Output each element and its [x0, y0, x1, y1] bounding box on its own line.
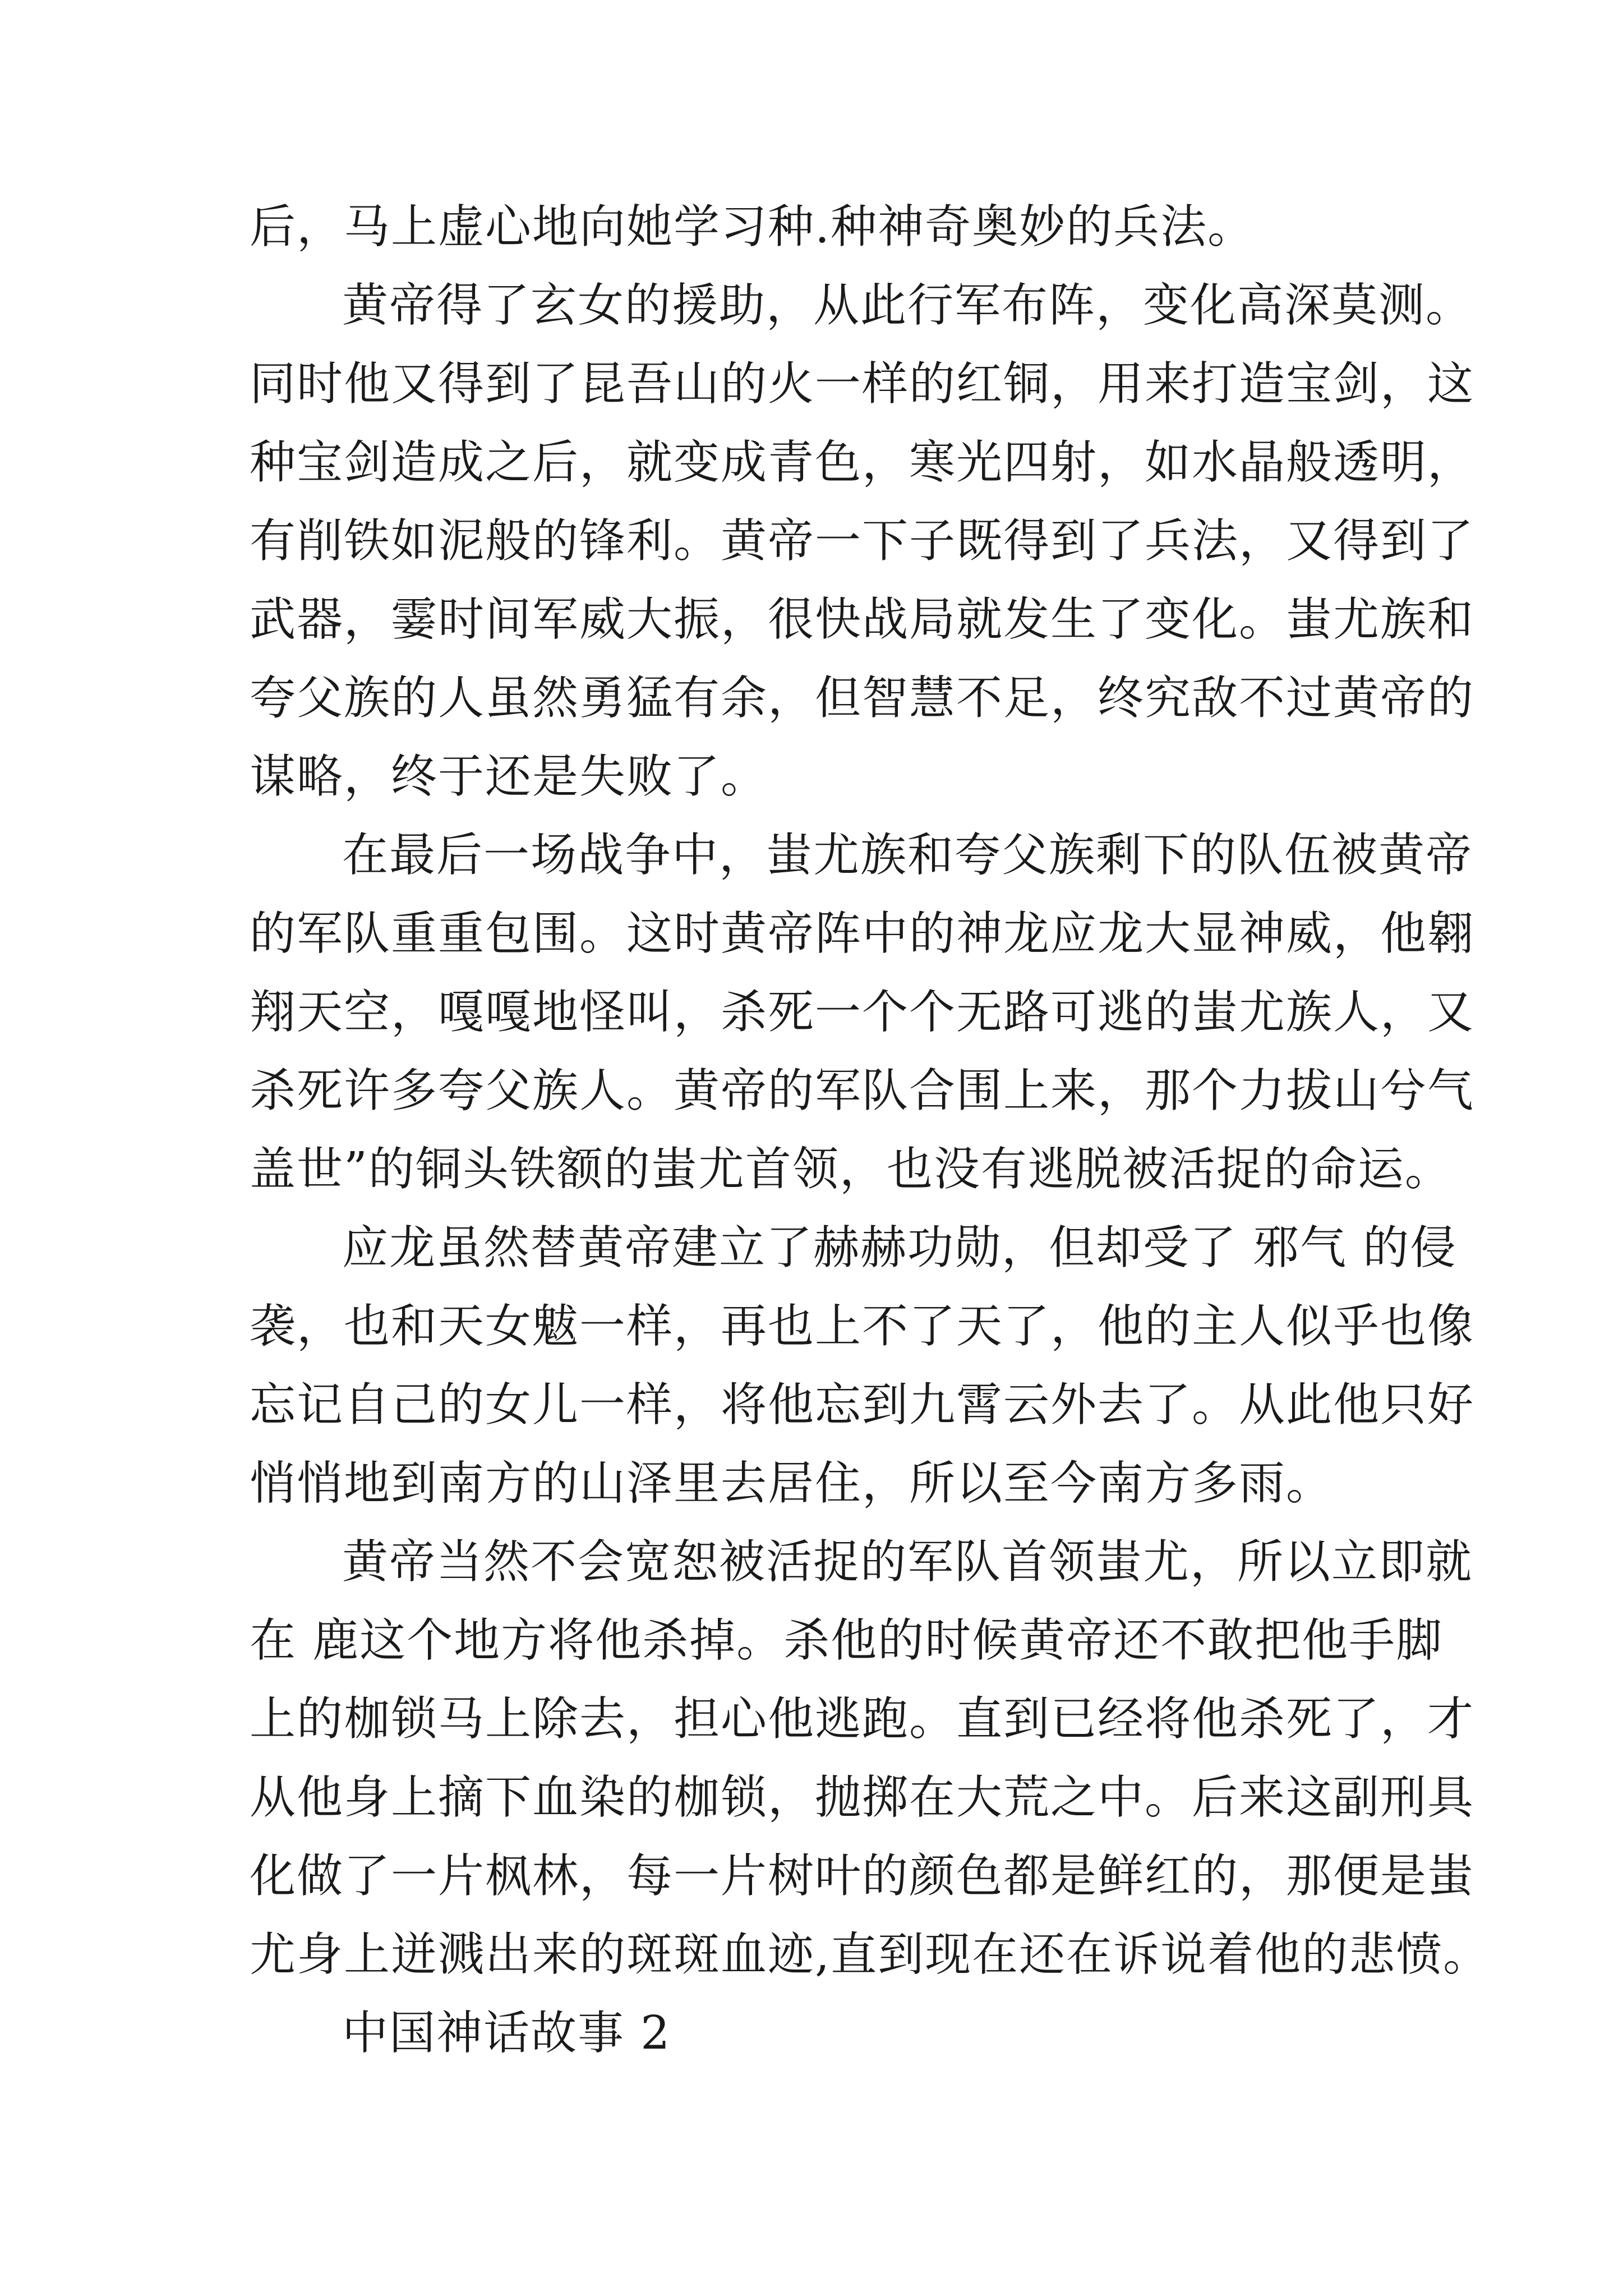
text-line: 悄悄地到南方的山泽里去居住，所以至今南方多雨。 [250, 1457, 1334, 1510]
text-line: 在 鹿这个地方将他杀掉。杀他的时候黄帝还不敢把他手脚 [250, 1614, 1444, 1667]
text-line: 忘记自己的女儿一样，将他忘到九霄云外去了。从此他只好 [250, 1378, 1475, 1432]
text-line: 从他身上摘下血染的枷锁，抛掷在大荒之中。后来这副刑具 [250, 1771, 1475, 1824]
text-line: 夸父族的人虽然勇猛有余，但智慧不足，终究敌不过黄帝的 [250, 671, 1475, 725]
text-line: 袭，也和天女魃一样，再也上不了天了，他的主人似乎也像 [250, 1300, 1475, 1353]
text-line: 后，马上虚心地向她学习种.种神奇奥妙的兵法。 [250, 200, 1255, 254]
text-line: 上的枷锁马上除去，担心他逃跑。直到已经将他杀死了，才 [250, 1692, 1475, 1746]
paragraph-start-line: 应龙虽然替黄帝建立了赫赫功勋，但却受了 邪气 的侵 [342, 1221, 1458, 1274]
text-line: 杀死许多夸父族人。黄帝的军队合围上来，那个力拔山兮气 [250, 1064, 1475, 1117]
paragraph-start-line: 在最后一场战争中，蚩尤族和夸父族剩下的队伍被黄帝 [342, 829, 1473, 882]
text-line: 武器，霎时间军威大振，很快战局就发生了变化。蚩尤族和 [250, 593, 1475, 646]
text-line: 化做了一片枫林，每一片树叶的颜色都是鲜红的，那便是蚩 [250, 1849, 1475, 1903]
text-line: 同时他又得到了昆吾山的火一样的红铜，用来打造宝剑，这 [250, 357, 1475, 411]
text-line: 的军队重重包围。这时黄帝阵中的神龙应龙大显神威，他翱 [250, 907, 1475, 960]
text-line: 种宝剑造成之后，就变成青色，寒光四射，如水晶般透明， [250, 436, 1475, 489]
paragraph-start-line: 黄帝当然不会宽恕被活捉的军队首领蚩尤，所以立即就 [342, 1535, 1473, 1589]
section-heading: 中国神话故事 2 [342, 2007, 671, 2060]
text-line: 有削铁如泥般的锋利。黄帝一下子既得到了兵法，又得到了 [250, 514, 1475, 568]
text-line: 翔天空，嘎嘎地怪叫，杀死一个个无路可逃的蚩尤族人，又 [250, 986, 1475, 1039]
text-line: 盖世”的铜头铁额的蚩尤首领，也没有逃脱被活捉的命运。 [250, 1143, 1452, 1196]
paragraph-start-line: 黄帝得了玄女的援助，从此行军布阵，变化高深莫测。 [342, 279, 1473, 332]
text-line: 谋略，终于还是失败了。 [250, 750, 768, 803]
text-line: 尤身上迸溅出来的斑斑血迹,直到现在还在诉说着他的悲愤。 [250, 1928, 1491, 1981]
